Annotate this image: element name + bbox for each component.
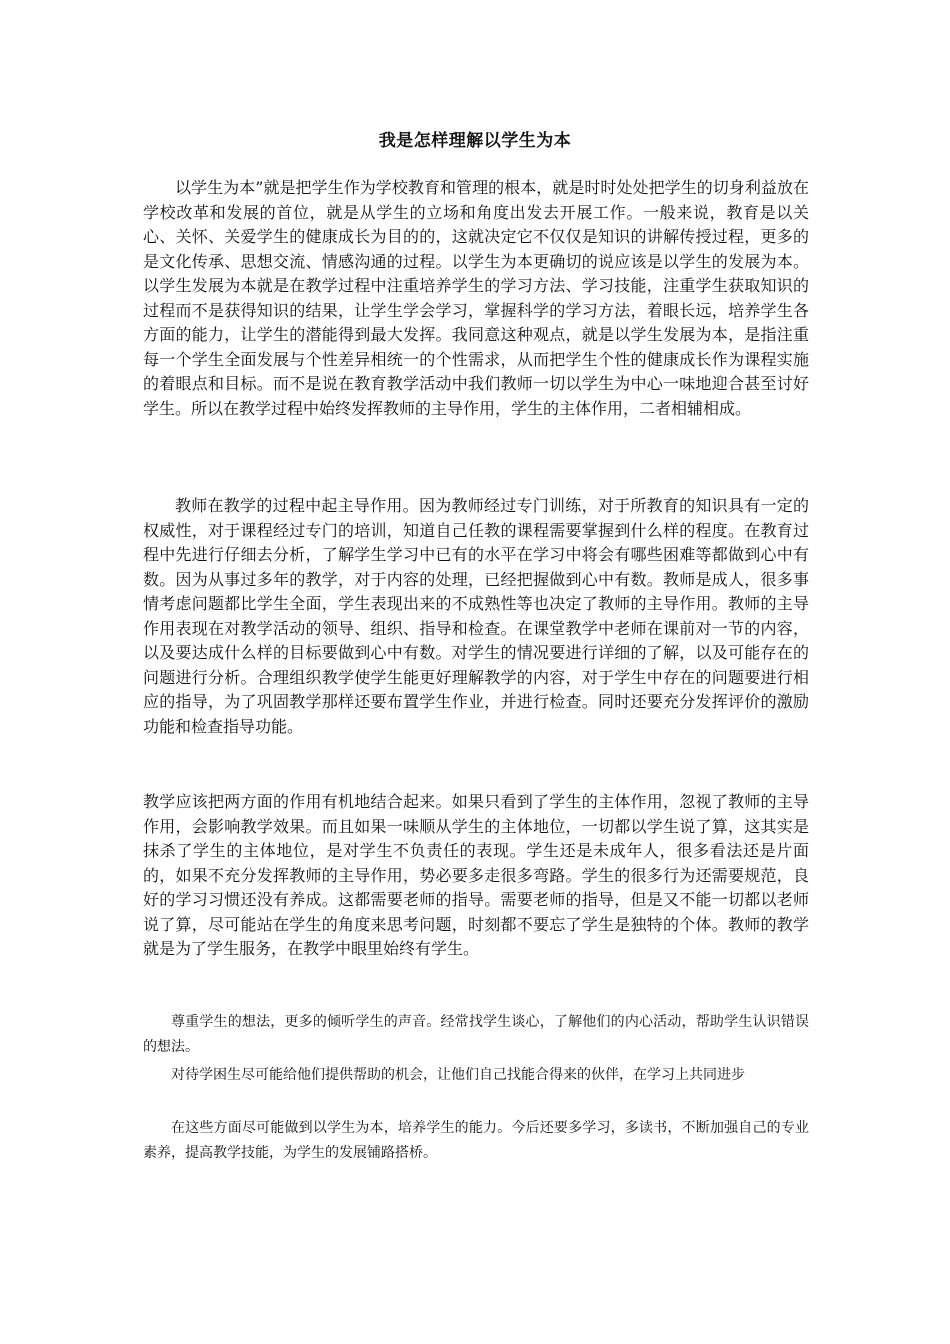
paragraph-5: 对待学困生尽可能给他们提供帮助的机会，让他们自己找能合得来的伙伴，在学习上共同进步	[171, 1067, 745, 1083]
paragraph-2: 教师在教学的过程中起主导作用。因为教师经过专门训练，对于所教育的知识具有一定的权威性，对于课程经过专门的培训，知道自己任教的课程需要掌握到什么样的程度。在教育过程中先进行仔细去分析，了解学生学习中已有的水平在学习中将会有哪些困难等都做到心中有数。因为从事过多年的教学，对于内容的处理，已经把握做到心中有数。教师是成人，很多事情考虑问题都比学生全面，学生表现出来的不成熟性等也决定了教师的主导作用。教师的主导作用表现在对教学活动的领导、组织、指导和检查。在课堂教学中老师在课前对一节的内容，以及要达成什么样的目标要做到心中有数。对学生的情况要进行详细的了解，以及可能存在的问题进行分析。合理组织教学使学生能更好理解教学的内容，对于学生中存在的问题要进行相应的指导，为了巩固教学那样还要布置学生作业，并进行检查。同时还要充分发挥评价的激励功能和检查指导功能。	[143, 496, 809, 736]
paragraph-1: 以学生为本”就是把学生作为学校教育和管理的根本，就是时时处处把学生的切身利益放在学校改革和发展的首位，就是从学生的立场和角度出发去开展工作。一般来说，教育是以关心、关怀、关爱学生的健康成长为目的的，这就决定它不仅仅是知识的讲解传授过程，更多的是文化传承、思想交流、情感沟通的过程。以学生为本更确切的说应该是以学生的发展为本。以学生发展为本就是在教学过程中注重培养学生的学习方法、学习技能，注重学生获取知识的过程而不是获得知识的结果，让学生学会学习，掌握科学的学习方法，着眼长远，培养学生各方面的能力，让学生的潜能得到最大发挥。我同意这种观点，就是以学生发展为本，是指注重每一个学生全面发展与个性差异相统一的个性需求，从而把学生个性的健康成长作为课程实施的着眼点和目标。而不是说在教育教学活动中我们教师一切以学生为中心一味地迎合甚至讨好学生。所以在教学过程中始终发挥教师的主导作用，学生的主体作用，二者相辅相成。	[143, 178, 809, 418]
paragraph-3: 教学应该把两方面的作用有机地结合起来。如果只看到了学生的主体作用，忽视了教师的主导作用，会影响教学效果。而且如果一味顺从学生的主体地位，一切都以学生说了算，这其实是抹杀了学生的主体地位，是对学生不负责任的表现。学生还是未成年人，很多看法还是片面的，如果不充分发挥教师的主导作用，势必要多走很多弯路。学生的很多行为还需要规范，良好的学习习惯还没有养成。这都需要老师的指导。需要老师的指导，但是又不能一切都以老师说了算，尽可能站在学生的角度来思考问题，时刻都不要忘了学生是独特的个体。教师的教学就是为了学生服务，在教学中眼里始终有学生。	[143, 792, 809, 958]
document-title: 我是怎样理解以学生为本	[378, 131, 572, 151]
paragraph-6: 在这些方面尽可能做到以学生为本，培养学生的能力。今后还要多学习，多读书，不断加强自己的专业素养，提高教学技能，为学生的发展铺路搭桥。	[143, 1120, 809, 1161]
paragraph-4: 尊重学生的想法，更多的倾听学生的声音。经常找学生谈心，了解他们的内心活动，帮助学生认识错误的想法。	[143, 1014, 809, 1055]
